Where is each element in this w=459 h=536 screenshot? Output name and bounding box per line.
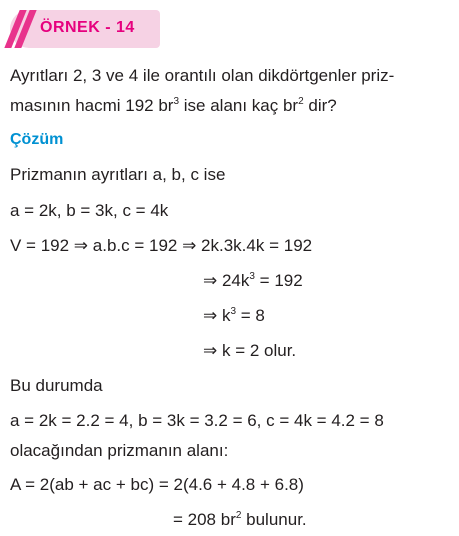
solution-line-9: olacağından prizmanın alanı: xyxy=(10,441,229,460)
solution-line-8: a = 2k = 2.2 = 4, b = 3k = 3.2 = 6, c = 4k = 4.2 = 8 xyxy=(10,411,384,430)
example-label: ÖRNEK - 14 xyxy=(40,19,135,36)
exponent: 3 xyxy=(230,306,237,317)
question-line-2 xyxy=(10,96,337,119)
exponent: 2 xyxy=(298,96,304,107)
equation-text: bulunur. xyxy=(241,510,307,529)
exponent: 2 xyxy=(235,510,242,521)
solution-line-4 xyxy=(203,271,303,294)
solution-heading: Çözüm xyxy=(10,131,64,148)
equation-text: ⇒ k xyxy=(203,306,231,325)
equation-text: ⇒ 24k xyxy=(203,271,250,290)
solution-line-10: A = 2(ab + ac + bc) = 2(4.6 + 4.8 + 6.8) xyxy=(10,475,304,494)
solution-line-2: a = 2k, b = 3k, c = 4k xyxy=(10,201,169,220)
question-text: dir? xyxy=(303,96,337,115)
question-text: ise alanı kaç br xyxy=(179,96,299,115)
example-header xyxy=(10,10,160,48)
equation-text: = 208 br xyxy=(173,510,236,529)
question-text: masının hacmi 192 br xyxy=(10,96,174,115)
equation-text: = 192 xyxy=(254,271,303,290)
question-line-1: Ayrıtları 2, 3 ve 4 ile orantılı olan dikdörtgenler priz- xyxy=(10,66,395,85)
solution-line-11 xyxy=(173,510,307,533)
solution-line-5 xyxy=(203,306,265,329)
exponent: 3 xyxy=(249,271,255,282)
exponent: 3 xyxy=(173,96,180,107)
solution-line-3: V = 192 ⇒ a.b.c = 192 ⇒ 2k.3k.4k = 192 xyxy=(10,236,313,255)
solution-line-1: Prizmanın ayrıtları a, b, c ise xyxy=(10,165,226,184)
solution-line-6: ⇒ k = 2 olur. xyxy=(203,341,297,360)
equation-text: = 8 xyxy=(236,306,265,325)
solution-line-7: Bu durumda xyxy=(10,376,103,395)
